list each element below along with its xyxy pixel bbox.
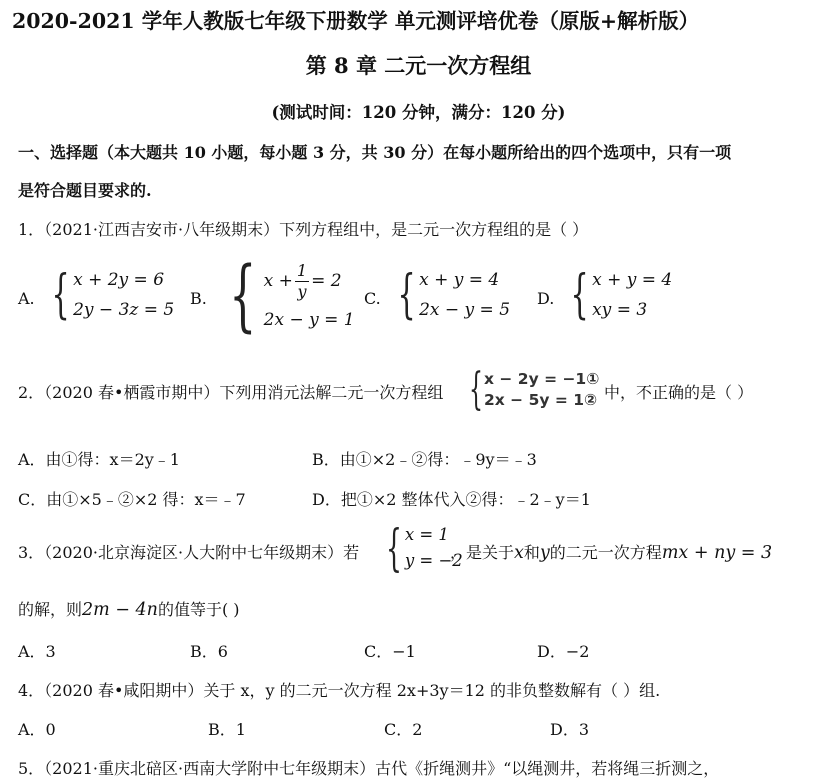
chapter-heading: 第 8 章 二元一次方程组 bbox=[305, 53, 532, 78]
q1-option-a-label: A. bbox=[18, 289, 35, 308]
q4-option-a: A．0 bbox=[18, 720, 56, 739]
brace-icon: { bbox=[570, 265, 589, 325]
brace-icon: { bbox=[229, 251, 257, 341]
q3-stem-mid1: ，是关于 bbox=[450, 543, 515, 562]
q3-stem-mid3: 的二元一次方程 bbox=[549, 543, 662, 562]
q3-option-d: D．−2 bbox=[537, 642, 590, 661]
q1-b-frac-num: 1 bbox=[296, 260, 308, 280]
q2-option-a: A．由①得：x＝2y﹣1 bbox=[18, 450, 180, 469]
q5-stem: 5．（2021·重庆北碚区·西南大学附中七年级期末）古代《折绳测井》“以绳测井，若将绳三折测之， bbox=[18, 759, 720, 778]
q1-option-c-system bbox=[390, 265, 510, 325]
q3-line2 bbox=[18, 597, 240, 620]
q1-d-row2: xy = 3 bbox=[592, 300, 648, 320]
q1-option-c-label: C. bbox=[364, 289, 381, 308]
q1-b-row1-pre: x + bbox=[263, 271, 293, 291]
q3-expression: 2m − 4n bbox=[82, 600, 158, 620]
q2-sys-row2: 2x − 5y = 1② bbox=[484, 391, 598, 409]
q3-option-b: B．6 bbox=[190, 642, 228, 661]
q3-var-x: x bbox=[514, 543, 524, 563]
q3-equation: mx + ny = 3 bbox=[661, 543, 773, 563]
q1-a-row2: 2y − 3z = 5 bbox=[73, 300, 175, 320]
q1-option-d-system bbox=[563, 265, 672, 325]
section-heading-line2: 是符合题目要求的. bbox=[18, 181, 152, 200]
q4-option-c: C．2 bbox=[384, 720, 423, 739]
q1-d-row1: x + y = 4 bbox=[592, 270, 673, 290]
brace-icon: { bbox=[469, 364, 483, 415]
q3-line2-pre: 的解，则 bbox=[18, 600, 83, 619]
q4-stem: 4．（2020 春•咸阳期中）关于 x，y 的二元一次方程 2x+3y＝12 的非负整数解有（ ）组. bbox=[18, 681, 661, 700]
q1-b-row1 bbox=[264, 257, 355, 305]
q3-stem-rest bbox=[450, 540, 772, 563]
q1-option-a-system bbox=[44, 265, 174, 325]
q3-line2-post: 的值等于( ) bbox=[157, 600, 240, 619]
q3-stem-pre: 3．（2020·北京海淀区·人大附中七年级期末）若 bbox=[18, 543, 360, 562]
q2-stem-end: 中，不正确的是（ ） bbox=[604, 383, 754, 402]
document-title: 2020-2021 学年人教版七年级下册数学 单元测评培优卷（原版+解析版） bbox=[12, 9, 700, 33]
q3-option-c: C．−1 bbox=[364, 642, 416, 661]
q2-stem: 2．（2020 春•栖霞市期中）下列用消元法解二元一次方程组 bbox=[18, 383, 444, 402]
q1-b-row2: 2x − y = 1 bbox=[263, 310, 355, 330]
brace-icon: { bbox=[397, 265, 416, 325]
q2-sys-row1: x − 2y = −1① bbox=[484, 370, 600, 388]
q1-option-b-label: B. bbox=[190, 289, 207, 308]
brace-icon: { bbox=[51, 265, 70, 325]
q2-option-d: D．把①×2 整体代入②得：﹣2﹣y＝1 bbox=[312, 490, 591, 509]
q1-c-row1: x + y = 4 bbox=[419, 270, 500, 290]
q4-option-b: B．1 bbox=[208, 720, 246, 739]
q1-b-frac-den: y bbox=[297, 281, 307, 301]
q2-option-b: B．由①×2﹣②得：﹣9y＝﹣3 bbox=[312, 450, 537, 469]
q1-a-row1: x + 2y = 6 bbox=[73, 270, 165, 290]
q1-option-b-system bbox=[218, 251, 355, 341]
q4-option-d: D．3 bbox=[550, 720, 590, 739]
brace-icon: { bbox=[385, 519, 402, 577]
q1-b-fraction bbox=[295, 260, 309, 301]
q1-c-row2: 2x − y = 5 bbox=[419, 300, 511, 320]
q3-option-a: A．3 bbox=[18, 642, 56, 661]
q1-stem: 1．（2021·江西吉安市·八年级期末）下列方程组中，是二元一次方程组的是（ ） bbox=[18, 220, 589, 239]
section-heading-line1: 一、选择题（本大题共 10 小题，每小题 3 分，共 30 分）在每小题所给出的四个选项中，只有一项 bbox=[18, 143, 732, 162]
q3-sys-row1: x = 1 bbox=[404, 525, 449, 544]
q1-b-row1-post: = 2 bbox=[311, 271, 342, 291]
q2-system bbox=[462, 364, 600, 415]
q1-option-d-label: D. bbox=[537, 289, 555, 308]
q3-stem-mid2: 和 bbox=[523, 543, 540, 562]
q3-sys-row2: y = −2 bbox=[404, 551, 463, 570]
q2-option-c: C．由①×5﹣②×2 得：x＝﹣7 bbox=[18, 490, 246, 509]
time-info: (测试时间：120 分钟，满分：120 分) bbox=[271, 103, 566, 122]
q3-var-y: y bbox=[539, 543, 550, 563]
